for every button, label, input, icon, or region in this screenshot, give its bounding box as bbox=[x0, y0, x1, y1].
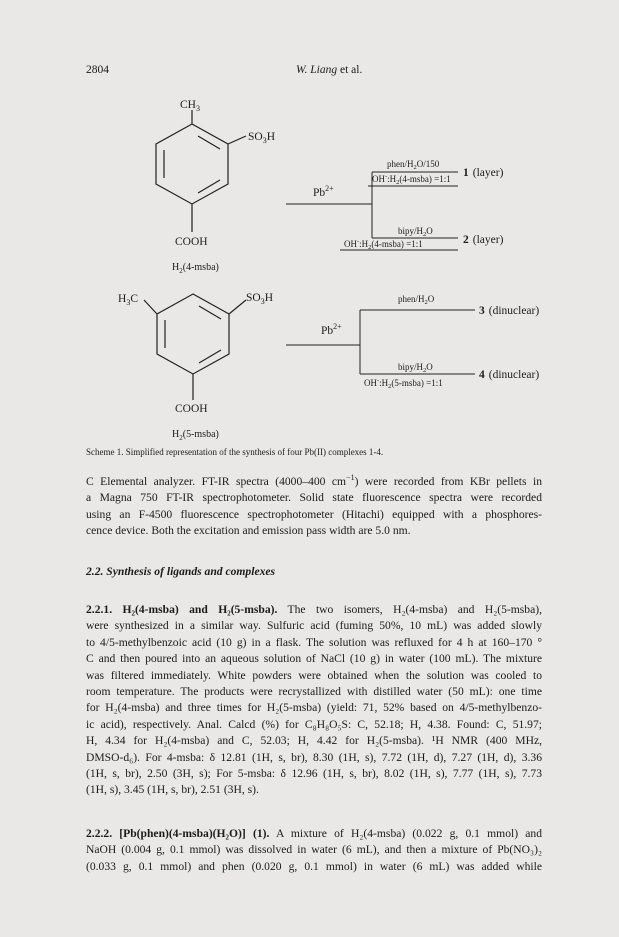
page-number: 2804 bbox=[86, 64, 109, 76]
scheme-caption: Scheme 1. Simplified representation of the synthesis of four Pb(II) complexes 1-4. bbox=[86, 447, 384, 457]
para2-line-6: room temperature. The products were recrystallized with distilled water (50 mL): one time bbox=[86, 685, 542, 699]
running-header-etal: et al. bbox=[337, 64, 363, 76]
product-3: 3 (dinuclear) bbox=[479, 305, 540, 317]
para2-line-7: for H₂(4-msba) and three times for H₂(5-msba) (yield: 71, 52% based on 4/5-methylbenzo- bbox=[86, 701, 542, 715]
para1-line-1: C Elemental analyzer. FT-IR spectra (4000–400 $cm^{-1}$) were recorded from KBr pellets in bbox=[86, 473, 542, 488]
mol2-name: $H_2(5-msba)$ bbox=[172, 429, 219, 442]
para2-line-9: H, 4.34 for H₂(4-msba) and C, 52.03; H, 4.42 for H₂(5-msba). ¹H NMR (400 MHz, bbox=[86, 734, 542, 748]
product-2: 2 (layer) bbox=[463, 234, 504, 246]
para2-line-10: DMSO-d₆). For 4-msba: δ 12.81 (1H, s, br), 8.30 (1H, s), 7.72 (1H, d), 7.27 (1H, d), 3.36 bbox=[86, 750, 542, 764]
para3-line-2: NaOH (0.004 g, 0.1 mmol) was dissolved in water (6 mL), and then a mixture of Pb(NO₃)₂ bbox=[86, 843, 542, 857]
para2-line-1: 2.2.1. H₂(4-msba) and H₂(5-msba). The two isomers, H₂(4-msba) and H₂(5-msba), bbox=[86, 603, 542, 616]
product-1: 1 (layer) bbox=[463, 167, 504, 179]
mol1-cooh: COOH bbox=[175, 236, 208, 248]
reagent-2-bottom: $OH^-:H_2(4-msba)$ =1:1 bbox=[344, 238, 423, 251]
para2-line-4: C and then poured into an aqueous solution of NaCl (10 g) in water (100 mL). The mixture bbox=[86, 652, 542, 666]
para2-line-8: ic acid), respectively. Anal. Calcd (%) for C₈H₈O₅S: C, 52.18; H, 4.38. Found: C, 51.97; bbox=[86, 717, 542, 731]
para3-line-3: (0.033 g, 0.1 mmol) and phen (0.020 g, 0.1 mmol) in water (6 mL) was added while bbox=[86, 859, 542, 873]
reagent-4-bottom: $OH^-:H_2(5-msba)$ =1:1 bbox=[364, 377, 443, 390]
paragraph-ligands bbox=[86, 602, 542, 799]
para2-line-3: to 4/5-methylbenzoic acid (10 g) in a flask. The solution was refluxed for 4 h at 160–170 ° bbox=[86, 635, 542, 649]
para1-line-3: using an F-4500 fluorescence spectrophotometer (Hitachi) equipped with a phosphores- bbox=[86, 507, 542, 521]
molecule-5-msba bbox=[144, 294, 246, 400]
mol1-name: $H_2(4-msba)$ bbox=[172, 262, 219, 275]
para2-line-12: (1H, s), 3.45 (1H, s, br), 2.51 (3H, s). bbox=[86, 783, 259, 797]
paragraph-instruments bbox=[86, 470, 542, 539]
mol2-cooh: COOH bbox=[175, 403, 208, 415]
section-title: 2.2. Synthesis of ligands and complexes bbox=[86, 565, 276, 578]
pb-reactant-2: $Pb^{2+}$ bbox=[321, 322, 342, 337]
para1-line-4: cence device. Both the excitation and emission pass width are 5.0 nm. bbox=[86, 524, 411, 538]
subsection-heading-2-2-2: 2.2.2. [Pb(phen)(4-msba)(H₂O)] (1). bbox=[86, 827, 270, 840]
paragraph-complex-1 bbox=[86, 826, 542, 875]
molecule-4-msba bbox=[156, 110, 246, 232]
reaction-lines-bottom bbox=[286, 310, 475, 374]
running-header-authors: W. Liang bbox=[296, 64, 338, 76]
mol1-so3h: $SO_3H$ bbox=[248, 131, 276, 145]
reagent-2-top: bipy/$H_2O$ bbox=[398, 226, 433, 238]
mol2-h3c: $H_3C$ bbox=[118, 293, 138, 307]
reagent-4-top: bipy/$H_2O$ bbox=[398, 362, 433, 374]
para3-line-1: 2.2.2. [Pb(phen)(4-msba)(H₂O)] (1). A mixture of H₂(4-msba) (0.022 g, 0.1 mmol) and bbox=[86, 827, 543, 840]
mol1-ch3: $CH_3$ bbox=[180, 99, 200, 113]
scheme-1 bbox=[0, 0, 619, 460]
para1-line-2: a Magna 750 FT-IR spectrophotometer. Solid state fluorescence spectra were recorded bbox=[86, 491, 542, 505]
para2-line-11: (1H, s, br), 2.50 (3H, s); For 5-msba: δ 12.96 (1H, s, br), 8.02 (1H, s), 7.77 (1H, s), 7.73 bbox=[86, 767, 542, 781]
para2-line-5: was filtered immediately. White powders were obtained when the solution was cooled to bbox=[86, 668, 542, 682]
para2-line-2: were synthesized in a similar way. Sulfuric acid (fuming 50%, 10 mL) was added slowly bbox=[86, 619, 542, 633]
subsection-heading-2-2-1: 2.2.1. H₂(4-msba) and H₂(5-msba). bbox=[86, 603, 278, 616]
pb-reactant-1: $Pb^{2+}$ bbox=[313, 184, 334, 199]
reagent-3-top: phen/$H_2O$ bbox=[398, 294, 435, 306]
product-4: 4 (dinuclear) bbox=[479, 369, 540, 381]
reagent-1-bottom: $OH^-:H_2(4-msba)$ =1:1 bbox=[372, 173, 451, 186]
reagent-1-top: phen/$H_2O/150$ bbox=[387, 159, 440, 171]
mol2-so3h: $SO_3H$ bbox=[246, 292, 274, 306]
